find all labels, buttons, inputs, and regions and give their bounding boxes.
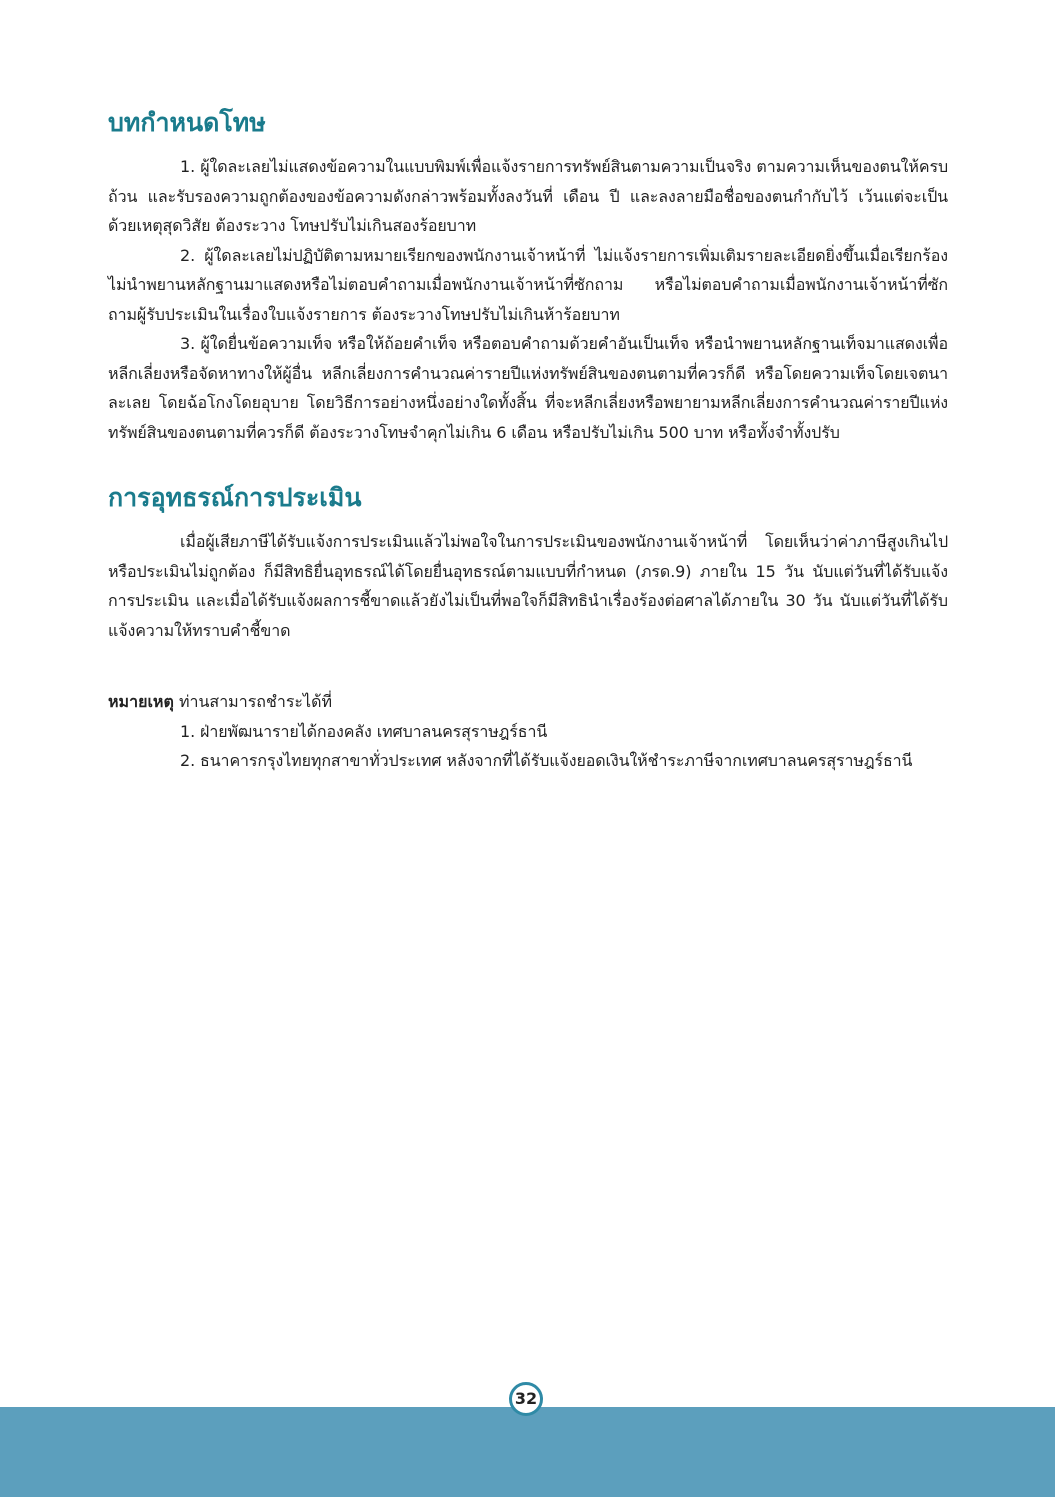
appeal-paragraph: เมื่อผู้เสียภาษีได้รับแจ้งการประเมินแล้วไม่พอใจในการประเมินของพนักงานเจ้าหน้าที่ โดยเห็นว่าค่าภาษีสูงเกินไป หรือประเมินไม่ถูกต้อง ก็มีสิทธิยื่นอุทธรณ์ได้โดยยื่นอุทธรณ์ตามแบบที่กำหนด (ภรด.9) ภายใน 15 วัน นับแต่วันที่ได้รับแจ้งการประเมิน และเมื่อได้รับแจ้งผลการชี้ขาดแล้วยังไม่เป็นที่พอใจก็มีสิทธินำเรื่องร้องต่อศาลได้ภายใน 30 วัน นับแต่วันที่ได้รับแจ้งความให้ทราบคำชี้ขาด [108, 532, 948, 640]
note-head [108, 687, 948, 717]
document-page [108, 98, 948, 776]
note-intro: ท่านสามารถชำระได้ที่ [178, 692, 332, 711]
penalty-paragraph-1: 1. ผู้ใดละเลยไม่แสดงข้อความในแบบพิมพ์เพื่อแจ้งรายการทรัพย์สินตามความเป็นจริง ตามความเห็นของตนให้ครบถ้วน และรับรองความถูกต้องของข้อความดังกล่าวพร้อมทั้งลงวันที่ เดือน ปี และลงลายมือชื่อของตนกำกับไว้ เว้นแต่จะเป็นด้วยเหตุสุดวิสัย ต้องระวาง โทษปรับไม่เกินสองร้อยบาท [108, 157, 948, 235]
note-item-1: 1. ฝ่ายพัฒนารายได้กองคลัง เทศบาลนครสุราษฎร์ธานี [180, 721, 548, 741]
appeal-heading: การอุทธรณ์การประเมิน [108, 483, 362, 512]
page-number-badge: 32 [509, 1382, 543, 1416]
penalty-section [108, 98, 948, 447]
note-label: หมายเหตุ [108, 692, 174, 711]
penalty-heading: บทกำหนดโทษ [108, 108, 266, 137]
payment-note [108, 687, 948, 776]
footer-band [0, 1407, 1055, 1497]
note-item-2: 2. ธนาคารกรุงไทยทุกสาขาทั่วประเทศ หลังจากที่ได้รับแจ้งยอดเงินให้ชำระภาษีจากเทศบาลนครสุราษฎร์ธานี [180, 751, 913, 770]
penalty-paragraph-3: 3. ผู้ใดยื่นข้อความเท็จ หรือให้ถ้อยคำเท็จ หรือตอบคำถามด้วยคำอันเป็นเท็จ หรือนำพยานหลักฐานเท็จมาแสดงเพื่อหลีกเลี่ยงหรือจัดหาทางให้ผู้อื่น หลีกเลี่ยงการคำนวณค่ารายปีแห่งทรัพย์สินของตนตามที่ควรก็ดี หรือโดยความเท็จโดยเจตนาละเลย โดยฉ้อโกงโดยอุบาย โดยวิธีการอย่างหนึ่งอย่างใดทั้งสิ้น ที่จะหลีกเลี่ยงหรือพยายามหลีกเลี่ยงการคำนวณค่ารายปีแห่งทรัพย์สินของตนตามที่ควรก็ดี ต้องระวางโทษจำคุกไม่เกิน 6 เดือน หรือปรับไม่เกิน 500 บาท หรือทั้งจำทั้งปรับ [108, 334, 948, 442]
appeal-section [108, 473, 948, 645]
penalty-paragraph-2: 2. ผู้ใดละเลยไม่ปฏิบัติตามหมายเรียกของพนักงานเจ้าหน้าที่ ไม่แจ้งรายการเพิ่มเติมรายละเอียดยิ่งขึ้นเมื่อเรียกร้อง ไม่นำพยานหลักฐานมาแสดงหรือไม่ตอบคำถามเมื่อพนักงานเจ้าหน้าที่ซักถาม หรือไม่ตอบคำถามเมื่อพนักงานเจ้าหน้าที่ซักถามผู้รับประเมินในเรื่องใบแจ้งรายการ ต้องระวางโทษปรับไม่เกินห้าร้อยบาท [108, 245, 948, 324]
